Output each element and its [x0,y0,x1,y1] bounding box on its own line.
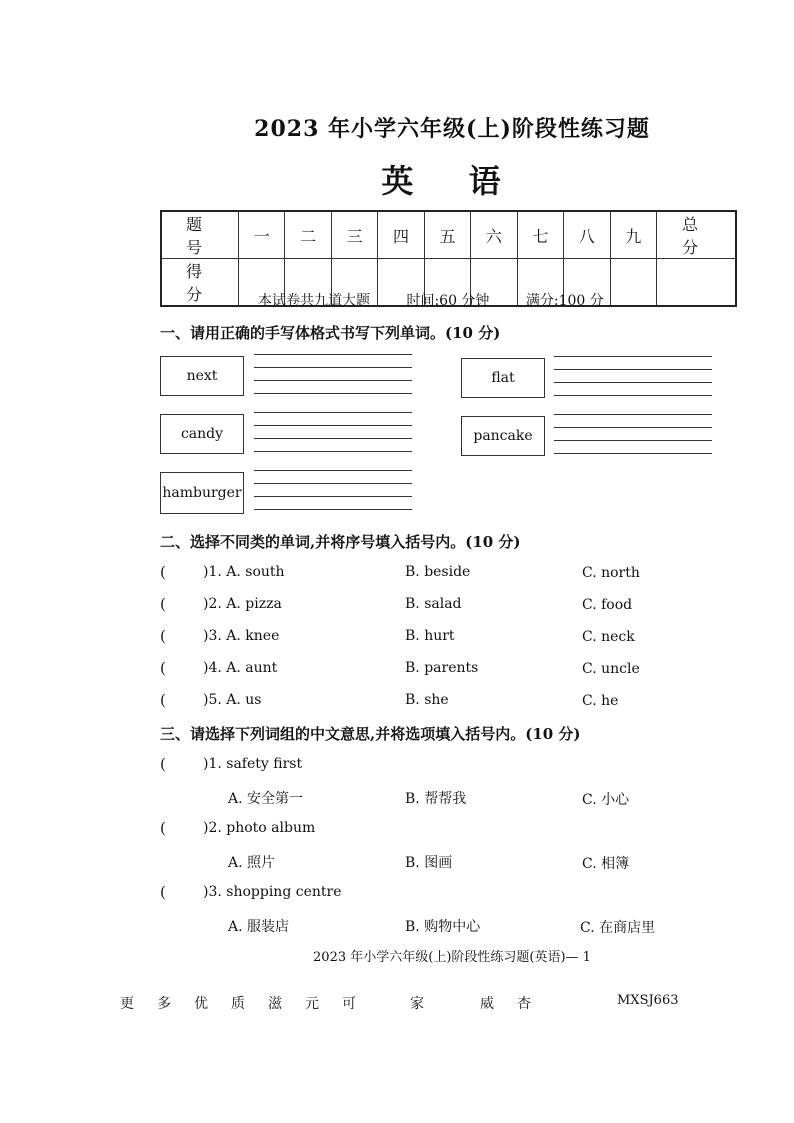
question-item: )2. A. pizza [203,596,282,612]
exam-info-total: 本试卷共九道大题 [258,293,370,309]
bottom-char: 多 [157,996,171,1012]
score-cell: 四 [378,211,424,259]
section1-heading: 一、请用正确的手写体格式书写下列单词。(10 分) [160,324,501,342]
writing-lines[interactable] [554,414,712,466]
option-b: B. beside [405,564,471,580]
question-item: )2. photo album [203,820,316,836]
score-cell: 题 号 [161,211,239,259]
bottom-code: MXSJ663 [617,993,679,1008]
score-label: 得 分 [161,259,239,307]
answer-paren[interactable]: ( [160,659,166,677]
bottom-char: 优 [194,996,208,1012]
option-b: B. 图画 [405,855,453,871]
section3-heading: 三、请选择下列词组的中文意思,并将选项填入括号内。(10 分) [160,725,581,743]
bottom-char: 元 [305,996,319,1012]
exam-info-score: 满分:100 分 [525,293,604,309]
section2-heading: 二、选择不同类的单词,并将序号填入括号内。(10 分) [160,533,521,551]
score-cell: 总 分 [657,211,737,259]
option-c: C. north [582,565,640,581]
question-item: )5. A. us [203,692,262,708]
option-b: B. 购物中心 [405,919,481,935]
option-b: B. parents [405,660,479,676]
score-cell: 三 [331,211,377,259]
word-box: flat [461,358,545,398]
option-c: C. he [582,693,619,709]
writing-lines[interactable] [254,354,412,406]
option-b: B. hurt [405,628,455,644]
score-cell: 一 [239,211,285,259]
answer-paren[interactable]: ( [160,755,166,773]
question-item: )3. shopping centre [203,884,342,900]
answer-paren[interactable]: ( [160,595,166,613]
question-item: )1. safety first [203,756,303,772]
page-footer: 2023 年小学六年级(上)阶段性练习题(英语)— 1 [313,950,591,965]
bottom-char: 滋 [268,996,282,1012]
option-a: A. 服装店 [228,919,290,935]
score-cell: 七 [517,211,563,259]
option-b: B. 帮帮我 [405,791,467,807]
bottom-char: 家 [410,996,424,1012]
word-box: pancake [461,416,545,456]
bottom-char: 杏 [517,996,531,1012]
bottom-char: 可 [342,996,356,1012]
option-b: B. salad [405,596,462,612]
question-item: )3. A. knee [203,628,280,644]
subject-title: 英 语 [381,162,523,200]
option-c: C. food [582,597,633,613]
word-box: next [160,356,244,396]
writing-lines[interactable] [254,412,412,464]
option-c: C. 在商店里 [580,920,656,936]
score-cell: 六 [471,211,517,259]
score-cell: 八 [564,211,610,259]
exam-title: 2023 年小学六年级(上)阶段性练习题 [254,116,650,142]
writing-lines[interactable] [254,470,412,522]
bottom-char: 质 [231,996,245,1012]
answer-paren[interactable]: ( [160,883,166,901]
option-c: C. neck [582,629,635,645]
exam-info [258,290,636,310]
writing-lines[interactable] [554,356,712,408]
word-box: hamburger [160,472,244,514]
question-item: )1. A. south [203,564,285,580]
word-box: candy [160,414,244,454]
option-c: C. uncle [582,661,640,677]
option-c: C. 小心 [582,792,630,808]
score-cell: 九 [610,211,657,259]
exam-info-time: 时间:60 分钟 [406,293,490,309]
question-item: )4. A. aunt [203,660,278,676]
answer-paren[interactable]: ( [160,819,166,837]
score-cell: 五 [424,211,470,259]
option-c: C. 相簿 [582,856,630,872]
score-input-cell[interactable] [657,259,737,307]
option-a: A. 安全第一 [228,791,304,807]
option-b: B. she [405,692,449,708]
bottom-char: 更 [120,996,134,1012]
answer-paren[interactable]: ( [160,627,166,645]
option-a: A. 照片 [228,855,276,871]
bottom-char: 威 [480,996,494,1012]
answer-paren[interactable]: ( [160,563,166,581]
score-table-header-row [161,211,736,259]
score-cell: 二 [285,211,331,259]
answer-paren[interactable]: ( [160,691,166,709]
